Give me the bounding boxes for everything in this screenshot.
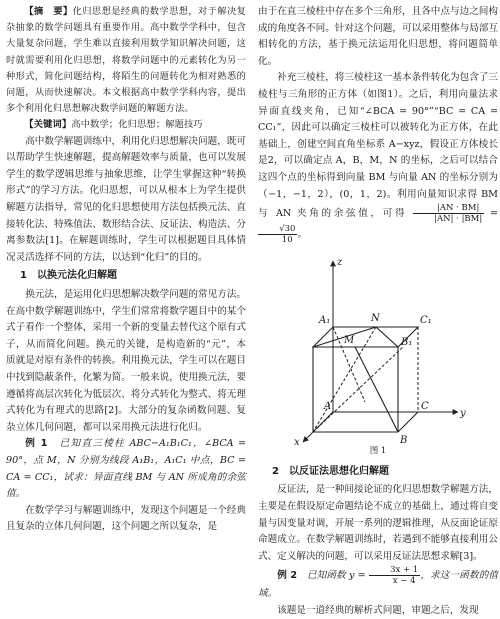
example-1-label: 例 1 (25, 438, 48, 450)
label-C1: C₁ (420, 315, 432, 327)
keywords (6, 117, 246, 133)
keywords-label: 【关键词】 (24, 119, 72, 131)
left-column (6, 4, 246, 536)
example-2-fraction (369, 565, 420, 586)
label-B: B (400, 435, 408, 447)
label-C: C (421, 401, 429, 413)
abstract-text: 化归思想是经典的数学思想，对于解决复杂抽象的数学问题具有重要作用。高中数学学科中，包含大量复杂问题，学生难以直接利用数学知识解决问题，这时就需要利用化归思想，将数学问题中的元素转化为另一种形式，简化问题结构，将陌生的问题转化为相对熟悉的问题，从而快速解决。本文根据高中数学学科内容，提出多个利用化归思想解决数学问题的解题方法。 (6, 6, 246, 115)
section-2-paragraph-2: 该题是一道经典的解析式问题，审题之后，发现 (277, 604, 479, 616)
example-2-post: ，求这一函数的值域。 (258, 570, 499, 600)
formula-lhs (413, 203, 484, 224)
label-x: x (294, 437, 300, 448)
continued-paragraph: 由于在直三棱柱中存在多个三角形，且各中点与边之间构成的角度各不同。针对这个问题，可以采用整体与局部互相转化的方法，基于换元法运用化归思想，将问题简单化。 (258, 6, 498, 67)
formula-rhs (258, 224, 297, 245)
abstract-label: 【摘 要】 (24, 6, 73, 17)
formula-end: 。 (297, 229, 308, 241)
example-1 (6, 436, 246, 502)
abstract (6, 4, 246, 117)
formula-rhs-numerator: √30 (258, 224, 297, 235)
example-2-pre: 已知函数 y = (306, 570, 366, 582)
label-M: M (344, 335, 355, 347)
right-column (258, 4, 498, 619)
formula-rhs-denominator: 10 (281, 235, 293, 246)
solution-paragraph: 补充三棱柱，将三棱柱这一基本条件转化为包含了三棱柱与三角形的正方体（如图1）。之后，利用向量法求异面直线夹角，已知“∠BCA = 90°”“BC = CA = CC₁”，因此可以确定三棱柱可以被转化为正方体，在此基础上，创建空间直角坐标系 A−xyz，假设正方体棱长是2，可以确定点 A，B，M，N 的坐标，之后可以结合这四个点的坐标得到向量 BM 与向量 AN 的坐标分别为（−1，−1，2），(0，1，2)。利用向量知识求得 BM 与 AN 夹角的余弦值，可得 $\frac{|AN \cdot BM|}{|AN| \cdot |BM|}$ = $\frac{√30}{10}$ 。 (258, 72, 498, 246)
keywords-text: 高中数学；化归思想；解题技巧 (71, 119, 203, 131)
example-1-text: 已知直三棱柱 ABC−A₁B₁C₁，∠BCA = 90°，点 M，N 分别为线段 A₁B₁，A₁C₁ 中点，BC = CA = CC₁，试求：异面直线 BM 与 AN 所成角的余弦值。 (6, 438, 246, 500)
section-1-heading: 1 以换元法化归解题 (20, 270, 117, 282)
section-2-paragraph: 反证法，是一种间接论证的化归思想数学解题方法，主要是在假设原定命题结论不成立的基础上，通过将自变量与因变量对调，开展一系列的逻辑推理，从反面论证原命题成立。在数学解题训练时，若遇到不能够直接利用公式、定义解决的问题，可以采用反证法思想求解[3]。 (258, 484, 498, 562)
label-y: y (460, 408, 466, 420)
formula-lhs-numerator: |AN · BM| (413, 203, 484, 214)
label-N: N (371, 313, 380, 325)
label-A: A (324, 401, 332, 413)
section-1-paragraph: 换元法，是运用化归思想解决数学问题的常见方法。在高中数学解题训练中，学生们常常将数学题目中的某个式子看作一个整体，采用一个新的变量去替代这个原有式子，从而简化问题。换元的关键，是构造新的“元”，本质就是对原有条件的转换。利用换元法，学生可以在题目中找到隐蔽条件，化繁为简。一般来说，使用换元法，要遵循将高层次转化为低层次、将分式转化为整式、将无理式转化为有理式的思路[2]。大部分的复杂函数问题、复杂立体几何问题，都可以采用换元法进行化归。 (6, 288, 246, 433)
example-2 (258, 565, 498, 603)
label-z: z (337, 257, 343, 269)
section-2-heading: 2 以反证法思想化归解题 (272, 465, 389, 477)
intro-paragraph: 高中数学解题训练中，利用化归思想解决问题，既可以帮助学生快速解题，提高解题效率与质量，也可以发展学生的数学逻辑思维与抽象思维，让学生掌握这种“转换形式”的学习方法。化归思想，可以从根本上为学生提供解题方法指导，常见的化归思想使用方法包括换元法、直接转化法、特殊值法、数形结合法、反证法、构造法、分离参数法[1]。在解题训练时，学生可以根据题目具体情况灵活选择不同的方法，以达到“化归”的目的。 (6, 135, 246, 263)
example-2-label: 例 2 (277, 570, 298, 582)
solution-text: 补充三棱柱，将三棱柱这一基本条件转化为包含了三棱柱与三角形的正方体（如图1）。之后，利用向量法求异面直线夹角，已知“∠BCA = 90°”“BC = CA = CC₁”，因此可以确定三棱柱可以被转化为正方体，在此基础上，创建空间直角坐标系 A−xyz，假设正方体棱长是2，可以确定点 A，B，M，N 的坐标，之后可以结合这四个点的坐标得到向量 BM 与向量 AN 的坐标分别为（−1，−1，2），(0，1，2)。利用向量知识求得 BM 与 AN 夹角的余弦值，可得 (258, 72, 498, 220)
label-B1: B₁ (401, 337, 413, 349)
figure-1-prism-diagram (258, 247, 498, 447)
figure-1-caption: 图 1 (369, 446, 387, 457)
label-A1: A₁ (319, 315, 331, 327)
formula-lhs-denominator: |AN| · |BM| (434, 214, 483, 225)
example-2-numerator: 3x + 1 (369, 565, 420, 576)
example-2-denominator: x − 4 (392, 576, 416, 587)
section-1-paragraph-2: 在数学学习与解题训练中，发现这个问题是一个经典且复杂的立体几何问题，这个问题之所以复杂，是 (6, 504, 246, 533)
